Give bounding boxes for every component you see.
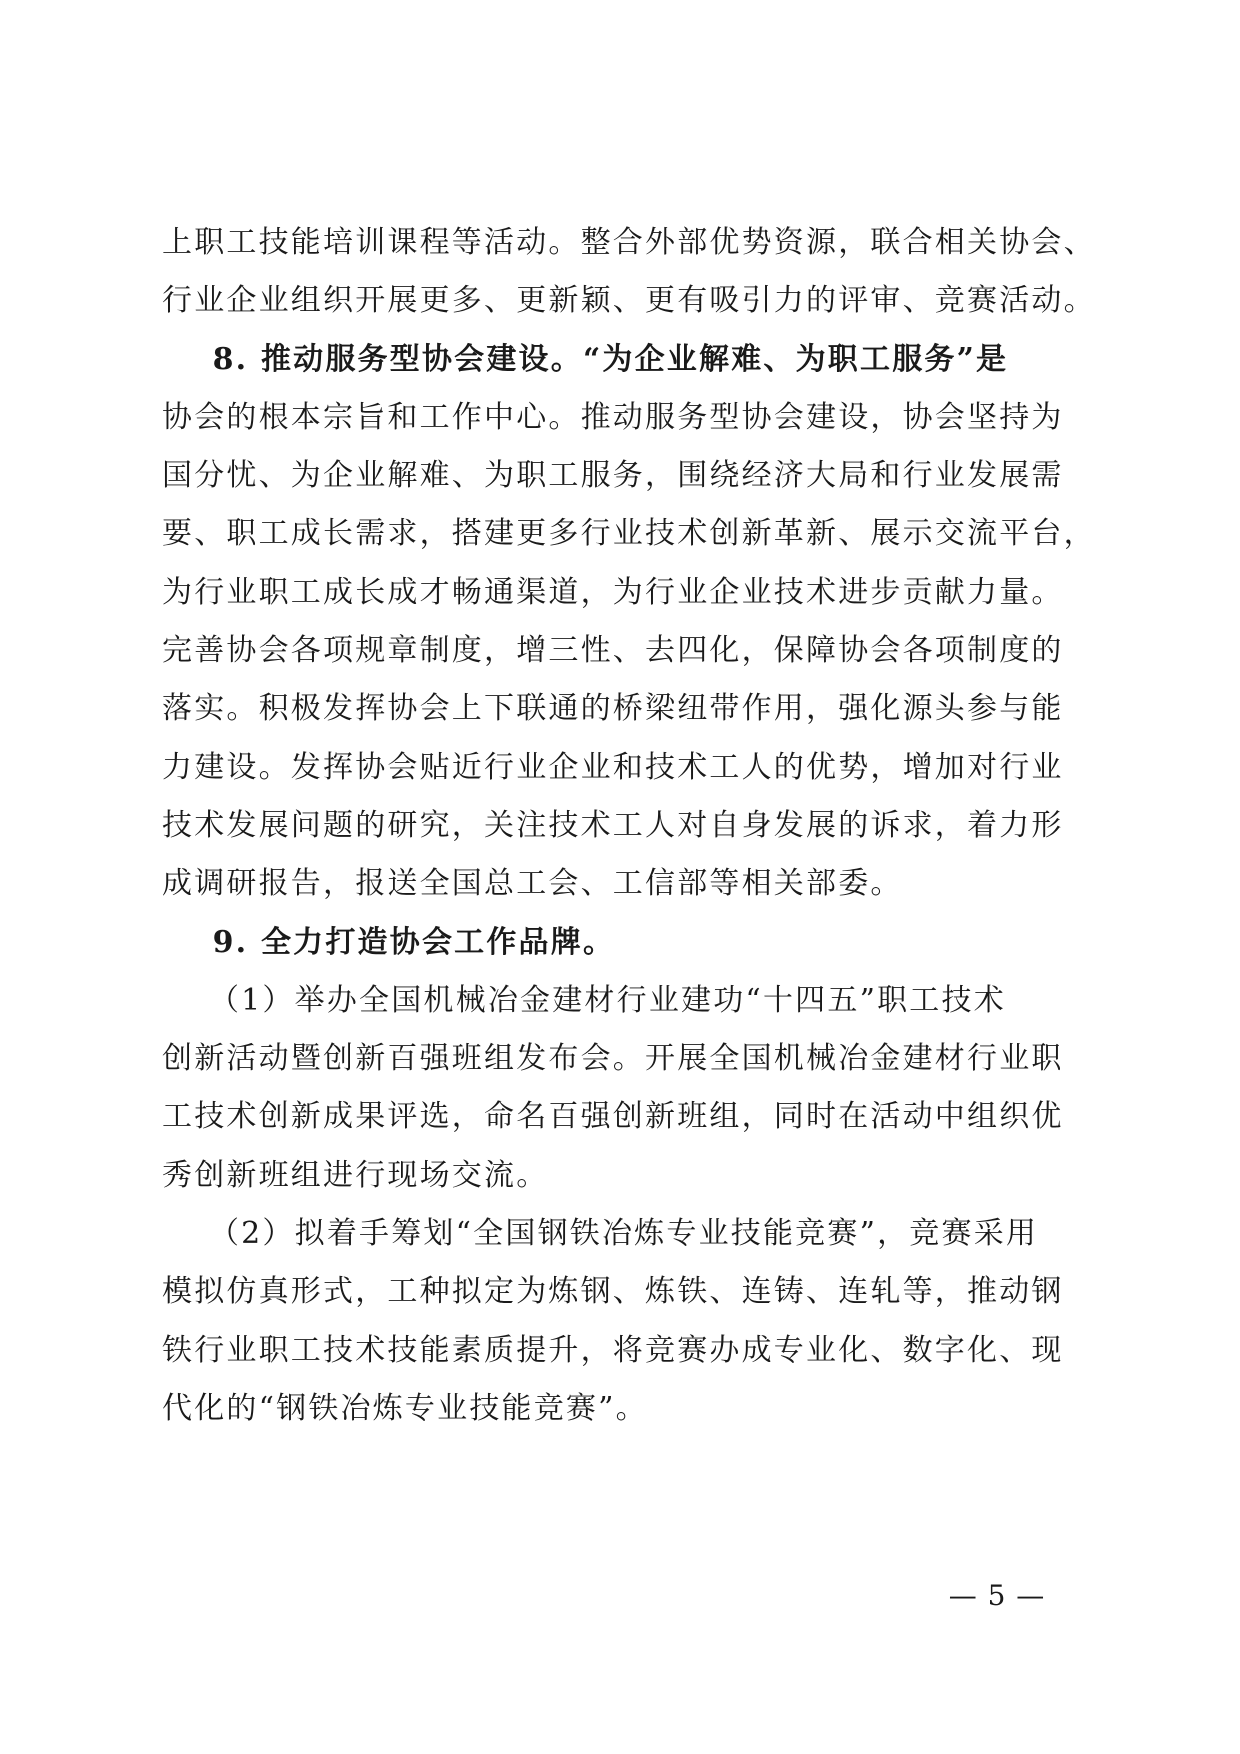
body-line: 要、职工成长需求，搭建更多行业技术创新革新、展示交流平台， — [162, 516, 1096, 552]
body-line: 秀创新班组进行现场交流。 — [162, 1157, 549, 1193]
body-line: 国分忧、为企业解难、为职工服务，围绕经济大局和行业发展需 — [162, 458, 1064, 494]
body-text — [162, 214, 1096, 1438]
body-line: 上职工技能培训课程等活动。整合外部优势资源，联合相关协会、 — [162, 225, 1096, 260]
section-heading-9: 9. 全力打造协会工作品牌。 — [162, 924, 616, 960]
body-line: （2）拟着手筹划“全国钢铁冶炼专业技能竞赛”，竞赛采用 — [162, 1216, 1039, 1252]
body-line: 技术发展问题的研究，关注技术工人对自身发展的诉求，着力形 — [162, 807, 1064, 843]
body-line: 成调研报告，报送全国总工会、工信部等相关部委。 — [162, 866, 903, 902]
body-line: 行业企业组织开展更多、更新颖、更有吸引力的评审、竞赛活动。 — [162, 283, 1096, 319]
page-number: — 5 — — [948, 1579, 1046, 1612]
body-line: 模拟仿真形式，工种拟定为炼钢、炼铁、连铸、连轧等，推动钢 — [162, 1274, 1064, 1310]
body-line: 落实。积极发挥协会上下联通的桥梁纽带作用，强化源头参与能 — [162, 691, 1064, 727]
body-line: （1）举办全国机械冶金建材行业建功“十四五”职工技术 — [162, 982, 1006, 1018]
body-line: 为行业职工成长成才畅通渠道，为行业企业技术进步贡献力量。 — [162, 574, 1064, 610]
body-line: 力建设。发挥协会贴近行业企业和技术工人的优势，增加对行业 — [162, 749, 1064, 785]
body-line: 协会的根本宗旨和工作中心。推动服务型协会建设，协会坚持为 — [162, 399, 1064, 435]
body-line: 工技术创新成果评选，命名百强创新班组，同时在活动中组织优 — [162, 1099, 1064, 1135]
body-line: 完善协会各项规章制度，增三性、去四化，保障协会各项制度的 — [162, 633, 1064, 669]
section-heading-8: 8. 推动服务型协会建设。“为企业解难、为职工服务”是 — [162, 341, 1009, 377]
body-line: 铁行业职工技术技能素质提升，将竞赛办成专业化、数字化、现 — [162, 1332, 1064, 1368]
body-line: 创新活动暨创新百强班组发布会。开展全国机械冶金建材行业职 — [162, 1041, 1064, 1077]
body-line: 代化的“钢铁冶炼专业技能竞赛”。 — [162, 1390, 648, 1426]
